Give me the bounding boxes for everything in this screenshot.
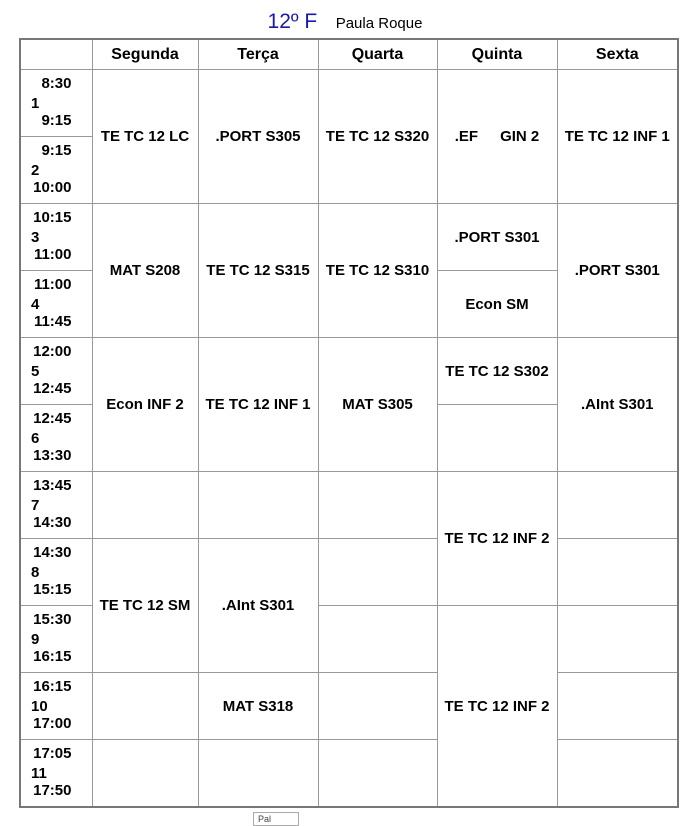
period-time-cell xyxy=(20,606,92,673)
period-start: 13:45 xyxy=(33,477,72,494)
period-start: 12:00 xyxy=(33,343,72,360)
day-header-sexta: Sexta xyxy=(557,39,678,70)
period-time-cell xyxy=(20,137,92,204)
period-start: 16:15 xyxy=(33,678,72,695)
empty-cell xyxy=(437,405,557,472)
lesson-cell: TE TC 12 INF 2 xyxy=(437,606,557,808)
period-start: 17:05 xyxy=(33,745,72,762)
day-header-terca: Terça xyxy=(198,39,318,70)
teacher-name: Paula Roque xyxy=(335,15,423,32)
timetable xyxy=(19,38,679,808)
period-time-cell xyxy=(20,70,92,137)
empty-cell xyxy=(318,606,437,673)
broken-image-placeholder xyxy=(253,812,299,826)
corner-cell xyxy=(20,39,92,70)
lesson-cell: Econ SM xyxy=(437,271,557,338)
lesson-cell: .PORT S301 xyxy=(437,204,557,271)
period-end: 11:00 xyxy=(33,246,72,263)
period-time-cell xyxy=(20,204,92,271)
period-number: 2 xyxy=(31,162,40,179)
period-number: 1 xyxy=(31,95,40,112)
empty-cell xyxy=(318,673,437,740)
period-end: 12:45 xyxy=(33,380,72,397)
class-title: 12º F xyxy=(267,10,318,33)
period-number: 4 xyxy=(31,296,40,313)
period-number: 6 xyxy=(31,430,40,447)
period-row xyxy=(20,673,678,740)
empty-cell xyxy=(318,740,437,808)
empty-cell xyxy=(92,472,198,539)
period-time-cell xyxy=(20,673,92,740)
period-number: 8 xyxy=(31,564,40,581)
period-end: 10:00 xyxy=(33,179,72,196)
period-number: 11 xyxy=(31,765,47,782)
empty-cell xyxy=(557,740,678,808)
period-number: 7 xyxy=(31,497,40,514)
lesson-cell: TE TC 12 SM xyxy=(92,539,198,673)
empty-cell xyxy=(92,740,198,808)
period-start: 11:00 xyxy=(33,276,72,293)
period-time-cell xyxy=(20,405,92,472)
empty-cell xyxy=(557,472,678,539)
lesson-cell: TE TC 12 INF 1 xyxy=(557,70,678,204)
period-time-cell xyxy=(20,271,92,338)
lesson-cell: MAT S318 xyxy=(198,673,318,740)
period-start: 8:30 xyxy=(41,75,72,92)
empty-cell xyxy=(557,539,678,606)
lesson-subject: .EF xyxy=(454,128,479,145)
lesson-cell xyxy=(437,70,557,204)
period-end: 17:50 xyxy=(33,782,72,799)
lesson-cell: TE TC 12 S315 xyxy=(198,204,318,338)
period-number: 3 xyxy=(31,229,40,246)
lesson-cell: .AInt S301 xyxy=(198,539,318,673)
lesson-cell: TE TC 12 S310 xyxy=(318,204,437,338)
period-end: 16:15 xyxy=(33,648,72,665)
period-row xyxy=(20,70,678,137)
timetable-header xyxy=(0,10,690,34)
period-end: 15:15 xyxy=(33,581,72,598)
image-alt-text: Pal xyxy=(258,814,272,824)
empty-cell xyxy=(557,673,678,740)
period-time-cell xyxy=(20,740,92,808)
period-number: 9 xyxy=(31,631,40,648)
lesson-cell: TE TC 12 LC xyxy=(92,70,198,204)
lesson-cell: MAT S208 xyxy=(92,204,198,338)
period-row xyxy=(20,740,678,808)
period-end: 17:00 xyxy=(33,715,72,732)
period-time-cell xyxy=(20,472,92,539)
period-row xyxy=(20,472,678,539)
empty-cell xyxy=(198,740,318,808)
day-header-quinta: Quinta xyxy=(437,39,557,70)
period-start: 12:45 xyxy=(33,410,72,427)
lesson-cell: .PORT S305 xyxy=(198,70,318,204)
period-row xyxy=(20,539,678,606)
day-header-row xyxy=(20,39,678,70)
period-row xyxy=(20,204,678,271)
empty-cell xyxy=(557,606,678,673)
period-start: 9:15 xyxy=(41,142,72,159)
period-end: 11:45 xyxy=(33,313,72,330)
empty-cell xyxy=(92,673,198,740)
lesson-cell: TE TC 12 S320 xyxy=(318,70,437,204)
lesson-cell: .PORT S301 xyxy=(557,204,678,338)
lesson-cell: TE TC 12 INF 1 xyxy=(198,338,318,472)
empty-cell xyxy=(198,472,318,539)
day-header-segunda: Segunda xyxy=(92,39,198,70)
period-start: 10:15 xyxy=(33,209,72,226)
period-start: 14:30 xyxy=(33,544,72,561)
period-row xyxy=(20,338,678,405)
lesson-cell: MAT S305 xyxy=(318,338,437,472)
empty-cell xyxy=(318,472,437,539)
lesson-room: GIN 2 xyxy=(500,128,540,145)
lesson-cell: TE TC 12 INF 2 xyxy=(437,472,557,606)
day-header-quarta: Quarta xyxy=(318,39,437,70)
lesson-cell: Econ INF 2 xyxy=(92,338,198,472)
period-number: 10 xyxy=(31,698,48,715)
period-time-cell xyxy=(20,338,92,405)
period-start: 15:30 xyxy=(33,611,72,628)
period-end: 14:30 xyxy=(33,514,72,531)
period-end: 13:30 xyxy=(33,447,72,464)
lesson-cell: TE TC 12 S302 xyxy=(437,338,557,405)
lesson-cell: .AInt S301 xyxy=(557,338,678,472)
empty-cell xyxy=(318,539,437,606)
period-time-cell xyxy=(20,539,92,606)
period-end: 9:15 xyxy=(41,112,72,129)
period-number: 5 xyxy=(31,363,40,380)
